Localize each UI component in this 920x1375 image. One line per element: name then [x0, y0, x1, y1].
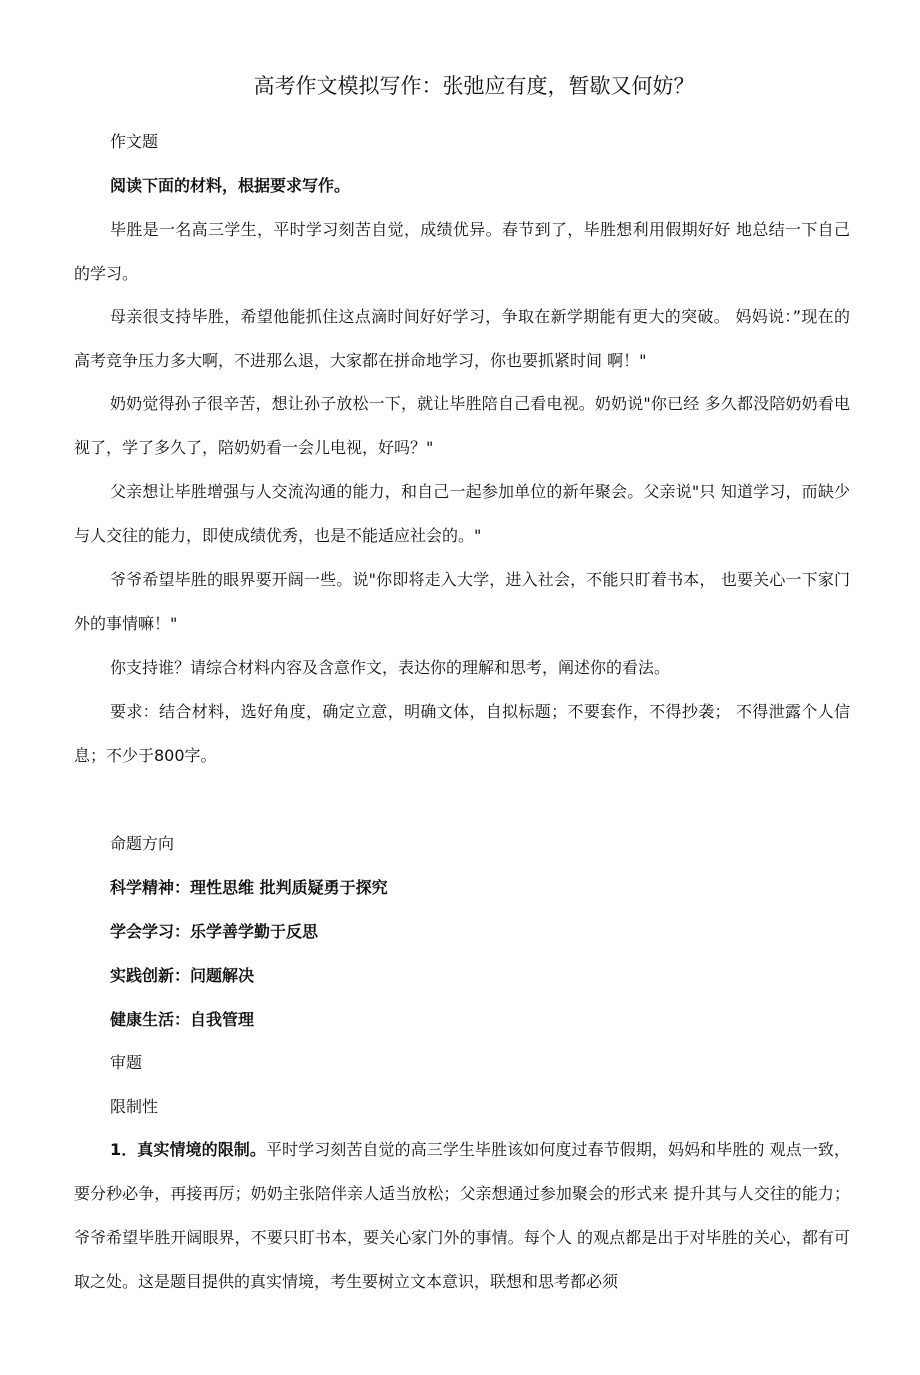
material-paragraph-5: 爷爷希望毕胜的眼界要开阔一些。说"你即将走入大学，进入社会，不能只盯着书本， 也要关心一下家门外的事情嘛！" [74, 570, 850, 633]
direction-item-2: 学会学习：乐学善学勤于反思 [110, 922, 319, 941]
document-title: 高考作文模拟写作：张弛应有度，暂歇又何妨？ [253, 74, 695, 98]
direction-item-4: 健康生活：自我管理 [110, 1010, 255, 1029]
direction-item-1: 科学精神：理性思维 批判质疑勇于探究 [110, 878, 388, 897]
material-paragraph-4: 父亲想让毕胜增强与人交流沟通的能力，和自己一起参加单位的新年聚会。父亲说"只 知道学习，而缺少与人交往的能力，即使成绩优秀，也是不能适应社会的。" [74, 482, 850, 545]
material-paragraph-6: 你支持谁？请综合材料内容及含意作文，表达你的理解和思考，阐述你的看法。 [110, 658, 671, 677]
material-paragraph-1: 毕胜是一名高三学生，平时学习刻苦自觉，成绩优异。春节到了，毕胜想利用假期好好 地总结一下自己的学习。 [74, 220, 850, 283]
analysis-paragraph [74, 1128, 850, 1304]
instruction-text: 阅读下面的材料，根据要求写作。 [110, 176, 351, 195]
section-label-review: 审题 [110, 1053, 143, 1072]
section-label-essay-topic: 作文题 [110, 132, 159, 151]
analysis-lead: 1．真实情境的限制。 [110, 1140, 266, 1159]
requirements-paragraph: 要求：结合材料，选好角度，确定立意，明确文体，自拟标题；不要套作，不得抄袭； 不得泄露个人信息；不少于800字。 [74, 702, 850, 765]
material-paragraph-3: 奶奶觉得孙子很辛苦，想让孙子放松一下，就让毕胜陪自己看电视。奶奶说"你已经 多久都没陪奶奶看电视了，学了多久了，陪奶奶看一会儿电视，好吗？" [74, 394, 850, 457]
direction-item-3: 实践创新：问题解决 [110, 966, 255, 985]
analysis-body: 平时学习刻苦自觉的高三学生毕胜该如何度过春节假期，妈妈和毕胜的 观点一致，要分秒必争，再接再厉；奶奶主张陪伴亲人适当放松；父亲想通过参加聚会的形式来 提升其与人交往的能力；爷爷希望毕胜开阔眼界，不要只盯书本，要关心家门外的事情。每个人 的观点都是出于对毕胜的关心，都有可取之处。这是题目提供的真实情境，考生要树立文本意识，联想和思考都必须 [74, 1140, 850, 1291]
material-paragraph-2: 母亲很支持毕胜，希望他能抓住这点滴时间好好学习，争取在新学期能有更大的突破。 妈妈说：”现在的高考竞争压力多大啊，不进那么退，大家都在拼命地学习，你也要抓紧时间 啊！" [74, 307, 850, 370]
section-label-direction: 命题方向 [110, 834, 175, 853]
section-label-restriction: 限制性 [110, 1097, 159, 1116]
